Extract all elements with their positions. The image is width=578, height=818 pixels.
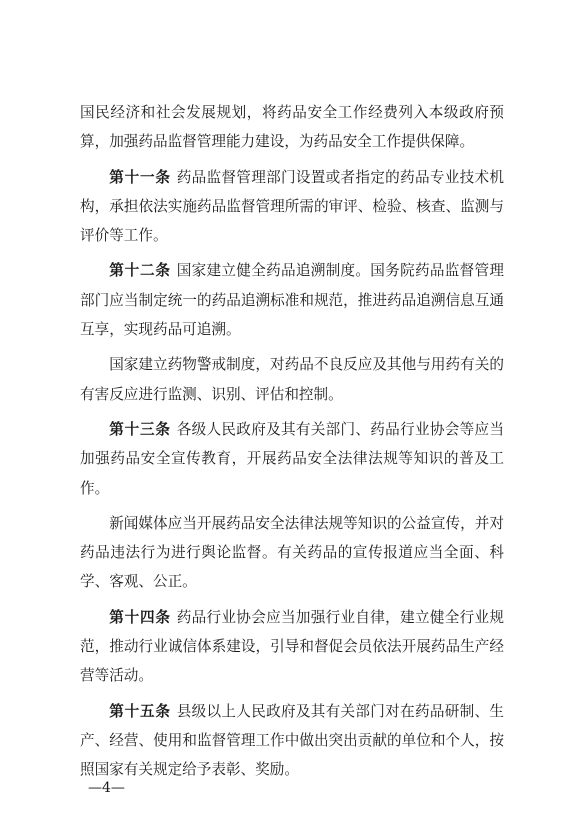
paragraph <box>80 163 504 251</box>
paragraph <box>80 256 504 344</box>
page-number: —4— <box>88 780 125 796</box>
article-number: 第十一条 <box>109 168 171 186</box>
paragraph <box>80 697 504 785</box>
article-number: 第十四条 <box>109 608 171 626</box>
paragraph-text: 国民经济和社会发展规划，将药品安全工作经费列入本级政府预算，加强药品监督管理能力建设，为药品安全工作提供保障。 <box>80 104 504 151</box>
paragraph <box>80 603 504 691</box>
article-number: 第十五条 <box>109 702 171 720</box>
paragraph <box>80 350 504 409</box>
document-body <box>80 98 504 791</box>
paragraph-text: 国家建立药物警戒制度，对药品不良反应及其他与用药有关的有害反应进行监测、识别、评估和控制。 <box>80 356 504 403</box>
paragraph <box>80 415 504 503</box>
paragraph-text: 新闻媒体应当开展药品安全法律法规等知识的公益宣传，并对药品违法行为进行舆论监督。有关药品的宣传报道应当全面、科学、客观、公正。 <box>80 514 504 591</box>
paragraph-text: 各级人民政府及其有关部门、药品行业协会等应当加强药品安全宣传教育，开展药品安全法律法规等知识的普及工作。 <box>80 420 504 497</box>
paragraph-text: 国家建立健全药品追溯制度。国务院药品监督管理部门应当制定统一的药品追溯标准和规范，推进药品追溯信息互通互享，实现药品可追溯。 <box>80 262 504 339</box>
paragraph-text: 县级以上人民政府及其有关部门对在药品研制、生产、经营、使用和监督管理工作中做出突出贡献的单位和个人，按照国家有关规定给予表彰、奖励。 <box>80 702 504 779</box>
paragraph <box>80 509 504 597</box>
article-number: 第十三条 <box>109 420 171 438</box>
article-number: 第十二条 <box>109 262 171 280</box>
paragraph-text: 药品行业协会应当加强行业自律，建立健全行业规范，推动行业诚信体系建设，引导和督促会员依法开展药品生产经营等活动。 <box>80 608 504 685</box>
paragraph <box>80 98 504 157</box>
paragraph-text: 药品监督管理部门设置或者指定的药品专业技术机构，承担依法实施药品监督管理所需的审评、检验、核查、监测与评价等工作。 <box>80 168 504 245</box>
